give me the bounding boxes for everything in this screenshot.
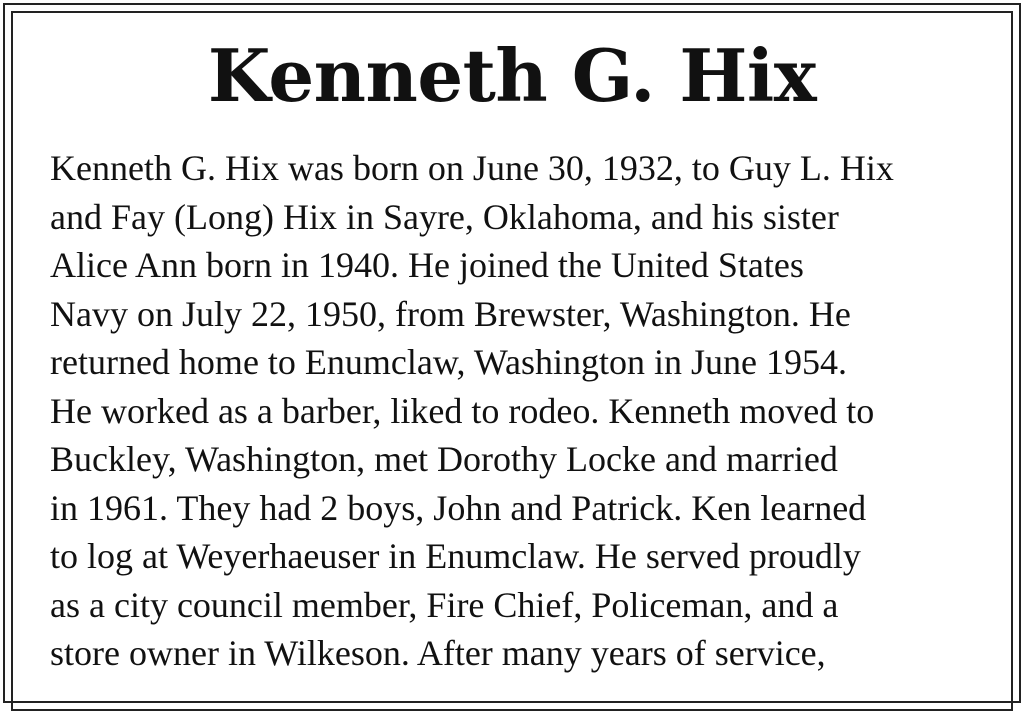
body-line: store owner in Wilkeson. After many years of service, — [50, 633, 826, 673]
body-line: Alice Ann born in 1940. He joined the United States — [50, 245, 804, 285]
body-line: Kenneth G. Hix was born on June 30, 1932, to Guy L. Hix — [50, 148, 894, 188]
body-line: Buckley, Washington, met Dorothy Locke and married — [50, 439, 838, 479]
body-line: as a city council member, Fire Chief, Policeman, and a — [50, 584, 839, 625]
obituary-title: Kenneth G. Hix — [207, 33, 817, 118]
body-line: in 1961. They had 2 boys, John and Patrick. Ken learned — [50, 487, 867, 528]
body-line: returned home to Enumclaw, Washington in June 1954. — [50, 342, 847, 382]
body-line: He worked as a barber, liked to rodeo. Kenneth moved to — [50, 390, 875, 431]
body-line: and Fay (Long) Hix in Sayre, Oklahoma, and his sister — [50, 196, 839, 237]
body-line: to log at Weyerhaeuser in Enumclaw. He served proudly — [50, 536, 861, 576]
body-line: Navy on July 22, 1950, from Brewster, Washington. He — [50, 293, 851, 334]
obituary-body — [50, 144, 990, 678]
